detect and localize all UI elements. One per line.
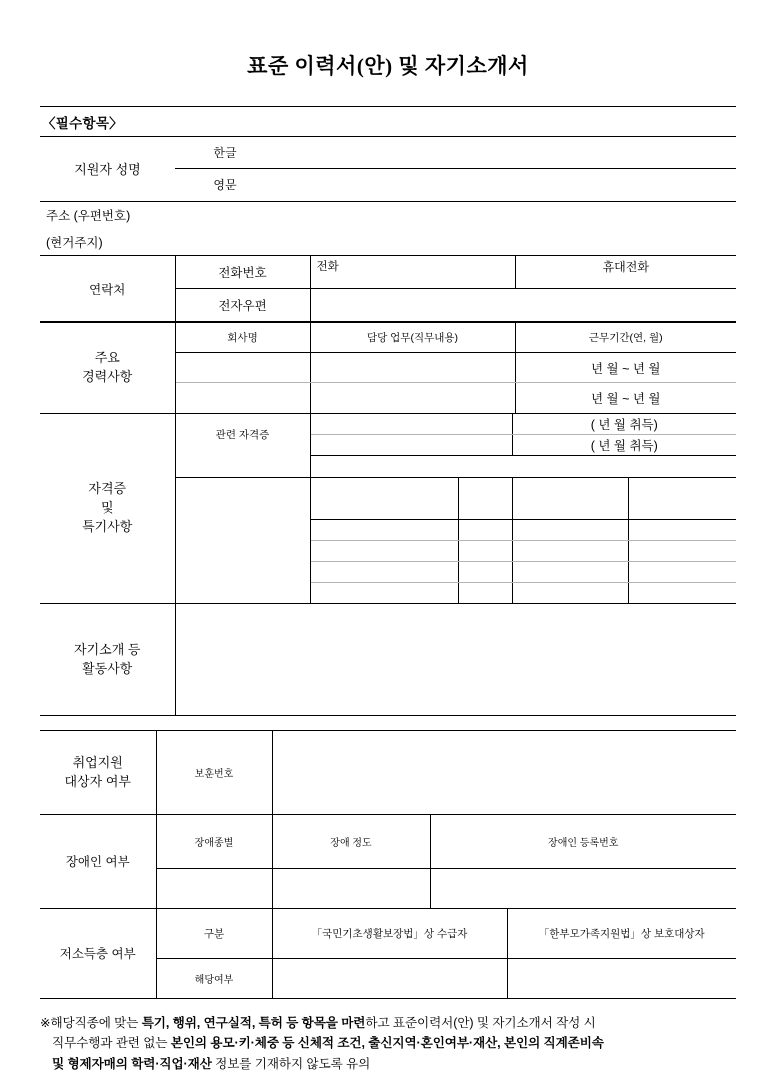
footer-note-line3 xyxy=(40,1054,736,1074)
table-row xyxy=(40,413,736,434)
footer-note-line1-b: 특기, 행위, 연구실적, 특허 등 항목을 xyxy=(141,1016,342,1030)
disability-registration-header: 장애인 등록번호 xyxy=(430,815,736,868)
self-introduction-label xyxy=(40,604,175,716)
special-cell-r3c3[interactable] xyxy=(512,540,628,561)
special-cell-r3c4[interactable] xyxy=(628,540,736,561)
contact-label: 연락처 xyxy=(40,256,175,322)
applicability-label: 해당여부 xyxy=(156,959,272,999)
certification-label-line2: 및 xyxy=(100,499,114,515)
mobile-phone-label[interactable]: 휴대전화 xyxy=(515,256,736,289)
name-english-input[interactable] xyxy=(275,169,736,201)
applicant-name-table xyxy=(40,136,736,201)
cert-extra-label-cell[interactable] xyxy=(175,455,310,477)
disability-type-header: 장애종별 xyxy=(156,815,272,868)
special-cell-r3c1[interactable] xyxy=(310,540,458,561)
special-cell-r4c3[interactable] xyxy=(512,561,628,582)
career-duty-1[interactable] xyxy=(310,353,515,383)
special-cell-r5c4[interactable] xyxy=(628,582,736,603)
self-introduction-input[interactable] xyxy=(175,604,736,716)
special-cell-r1c2[interactable] xyxy=(458,477,512,519)
disability-degree-header: 장애 정도 xyxy=(272,815,430,868)
special-cell-r5c1[interactable] xyxy=(310,582,458,603)
special-cell-r1c3[interactable] xyxy=(512,477,628,519)
special-cell-r4c4[interactable] xyxy=(628,561,736,582)
footer-note-line1-a: 해당직종에 맞는 xyxy=(50,1016,142,1030)
certificate-name-2[interactable] xyxy=(310,434,512,455)
disability-label: 장애인 여부 xyxy=(40,815,156,908)
self-introduction-table xyxy=(40,603,736,716)
basic-living-act-input[interactable] xyxy=(272,959,507,999)
special-cell-r3c2[interactable] xyxy=(458,540,512,561)
name-english-label: 영문 xyxy=(213,178,237,193)
special-cell-r4c1[interactable] xyxy=(310,561,458,582)
career-header-period: 근무기간(연, 월) xyxy=(515,323,736,353)
email-input[interactable] xyxy=(310,289,736,322)
employment-support-table xyxy=(40,730,736,815)
certificate-acquired-1[interactable]: ( 년 월 취득) xyxy=(512,413,736,434)
section-spacer xyxy=(40,716,736,730)
certification-label-line3: 특기사항 xyxy=(82,518,133,534)
certification-label-line1: 자격증 xyxy=(88,480,127,496)
single-parent-act-input[interactable] xyxy=(507,959,736,999)
table-row xyxy=(40,604,736,716)
low-income-category-label: 구분 xyxy=(156,909,272,959)
career-period-1[interactable]: 년 월 ~ 년 월 xyxy=(515,353,736,383)
required-section-label: 〈필수항목〉 xyxy=(42,116,123,131)
footer-note-line2 xyxy=(40,1033,736,1053)
related-certificate-label: 관련 자격증 xyxy=(175,413,310,455)
employment-support-label-line1: 취업지원 xyxy=(72,754,123,770)
special-cell-r5c2[interactable] xyxy=(458,582,512,603)
low-income-label: 저소득층 여부 xyxy=(40,909,156,999)
low-income-table xyxy=(40,909,736,1000)
page-title: 표준 이력서(안) 및 자기소개서 xyxy=(247,54,529,78)
applicant-name-label: 지원자 성명 xyxy=(74,162,141,178)
email-label: 전자우편 xyxy=(175,289,310,322)
career-header-duty: 담당 업무(직무내용) xyxy=(310,323,515,353)
footer-note-line2-b: 본인의 용모·키·체중 등 신체적 조건, 출신지역·혼인여부·재산, 본인의 직계존비속 xyxy=(170,1036,604,1051)
career-company-2[interactable] xyxy=(175,383,310,413)
disability-type-input[interactable] xyxy=(156,868,272,908)
cert-extra-wide-cell[interactable] xyxy=(310,455,736,477)
special-cell-r1c1[interactable] xyxy=(310,477,458,519)
address-label-line1: 주소 (우편번호) xyxy=(46,208,131,223)
career-label-line2: 경력사항 xyxy=(82,368,133,384)
certification-table xyxy=(40,413,736,604)
veteran-number-input[interactable] xyxy=(272,731,736,815)
veteran-number-label: 보훈번호 xyxy=(156,731,272,815)
career-duty-2[interactable] xyxy=(310,383,515,413)
employment-support-label xyxy=(40,731,156,815)
footer-note-line3-b: 정보를 기재하지 않도록 유의 xyxy=(211,1056,371,1071)
certificate-acquired-2[interactable]: ( 년 월 취득) xyxy=(512,434,736,455)
table-row xyxy=(40,815,736,868)
special-cell-r2c1[interactable] xyxy=(310,519,458,540)
name-korean-label: 한글 xyxy=(175,137,275,169)
address-table xyxy=(40,201,736,256)
phone-number-label: 전화번호 xyxy=(175,256,310,289)
certificate-name-1[interactable] xyxy=(310,413,512,434)
table-row xyxy=(40,909,736,959)
disability-registration-input[interactable] xyxy=(430,868,736,908)
footer-note-line3-a: 및 형제자매의 학력·직업·재산 xyxy=(52,1056,212,1071)
special-cell-r2c4[interactable] xyxy=(628,519,736,540)
special-notes-label-cell[interactable] xyxy=(175,477,310,603)
table-row xyxy=(40,201,736,228)
footer-note-mark: ※ xyxy=(40,1016,51,1030)
disability-degree-input[interactable] xyxy=(272,868,430,908)
self-introduction-label-line2: 활동사항 xyxy=(82,660,133,676)
address-label-line2[interactable]: (현거주지) xyxy=(46,235,103,250)
single-parent-act-header: 「한부모가족지원법」상 보호대상자 xyxy=(507,909,736,959)
career-label-line1: 주요 xyxy=(94,349,120,365)
self-introduction-label-line1: 자기소개 등 xyxy=(74,641,141,657)
footer-note-line1 xyxy=(40,1013,736,1033)
landline-phone-label[interactable]: 전화 xyxy=(310,256,515,289)
name-korean-input[interactable] xyxy=(275,137,736,169)
career-period-2[interactable]: 년 월 ~ 년 월 xyxy=(591,391,661,406)
special-cell-r2c2[interactable] xyxy=(458,519,512,540)
footer-note-line2-a: 직무수행과 관련 없는 xyxy=(52,1036,171,1051)
table-row xyxy=(40,256,736,289)
career-header-company: 회사명 xyxy=(175,323,310,353)
table-row xyxy=(40,228,736,255)
special-cell-r4c2[interactable] xyxy=(458,561,512,582)
contact-table xyxy=(40,255,736,322)
footer-note-line1-c: 마련 xyxy=(341,1016,366,1030)
certification-label xyxy=(40,413,175,603)
employment-support-label-line2: 대상자 여부 xyxy=(64,773,131,789)
special-cell-r1c4[interactable] xyxy=(628,477,736,519)
table-row xyxy=(40,731,736,815)
footer-note xyxy=(40,1013,736,1074)
special-cell-r5c3[interactable] xyxy=(512,582,628,603)
career-table xyxy=(40,322,736,413)
table-row xyxy=(40,323,736,353)
career-company-1[interactable] xyxy=(175,353,310,383)
disability-table xyxy=(40,815,736,909)
career-label xyxy=(40,323,175,413)
special-cell-r2c3[interactable] xyxy=(512,519,628,540)
footer-note-line1-d: 하고 표준이력서(안) 및 자기소개서 작성 시 xyxy=(365,1016,596,1030)
table-row xyxy=(40,137,736,169)
basic-living-act-header: 「국민기초생활보장법」상 수급자 xyxy=(272,909,507,959)
required-section-header xyxy=(40,106,736,136)
